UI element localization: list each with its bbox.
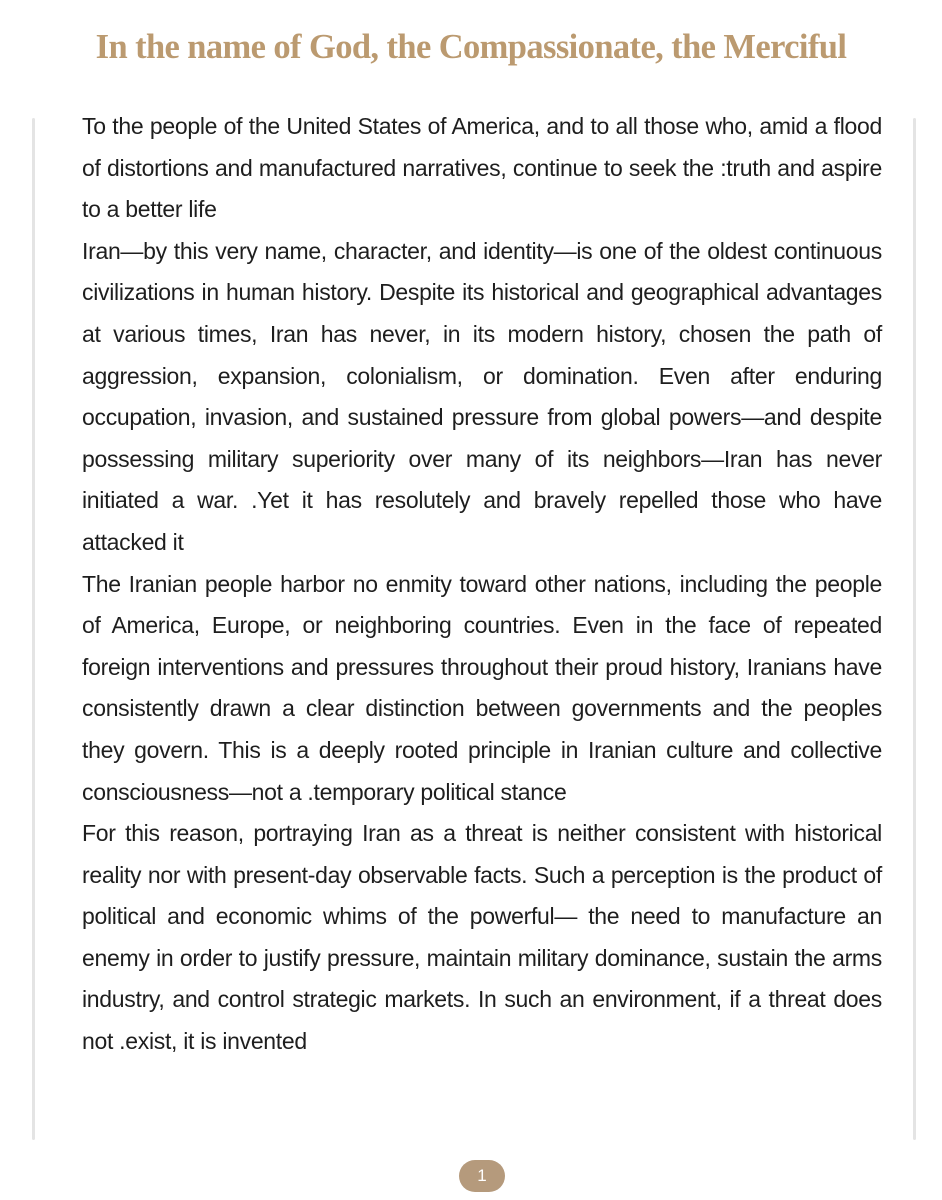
right-margin-rule	[913, 118, 916, 1140]
document-body	[82, 106, 882, 1063]
paragraph-iranian-people: The Iranian people harbor no enmity toward other nations, including the people of America, Europe, or neighboring countries. Even in the face of repeated foreign interventions and pressures throughout their proud history, Iranians have consistently drawn a clear distinction between governments and the peoples they govern. This is a deeply rooted principle in Iranian culture and collective consciousness—not a .temporary political stance	[82, 570, 882, 805]
paragraph-threat-narrative: For this reason, portraying Iran as a threat is neither consistent with historical reality nor with present-day observable facts. Such a perception is the product of political and economic whims of the powerful— the need to manufacture an enemy in order to justify pressure, maintain military dominance, sustain the arms industry, and control strategic markets. In such an environment, if a threat does not .exist, it is invented	[82, 820, 882, 1055]
document-title: In the name of God, the Compassionate, the Merciful	[95, 28, 847, 66]
left-margin-rule	[32, 118, 35, 1140]
paragraph-iran-history: Iran—by this very name, character, and identity—is one of the oldest continuous civilizations in human history. Despite its historical and geographical advantages at various times, Iran has never, in its modern history, chosen the path of aggression, expansion, colonialism, or domination. Even after enduring occupation, invasion, and sustained pressure from global powers—and despite possessing military superiority over many of its neighbors—Iran has never initiated a war. .Yet it has resolutely and bravely repelled those who have attacked it	[82, 237, 882, 555]
page-number-badge: 1	[459, 1160, 505, 1192]
paragraph-greeting: To the people of the United States of America, and to all those who, amid a flood of distortions and manufactured narratives, continue to seek the :truth and aspire to a better life	[82, 113, 882, 223]
